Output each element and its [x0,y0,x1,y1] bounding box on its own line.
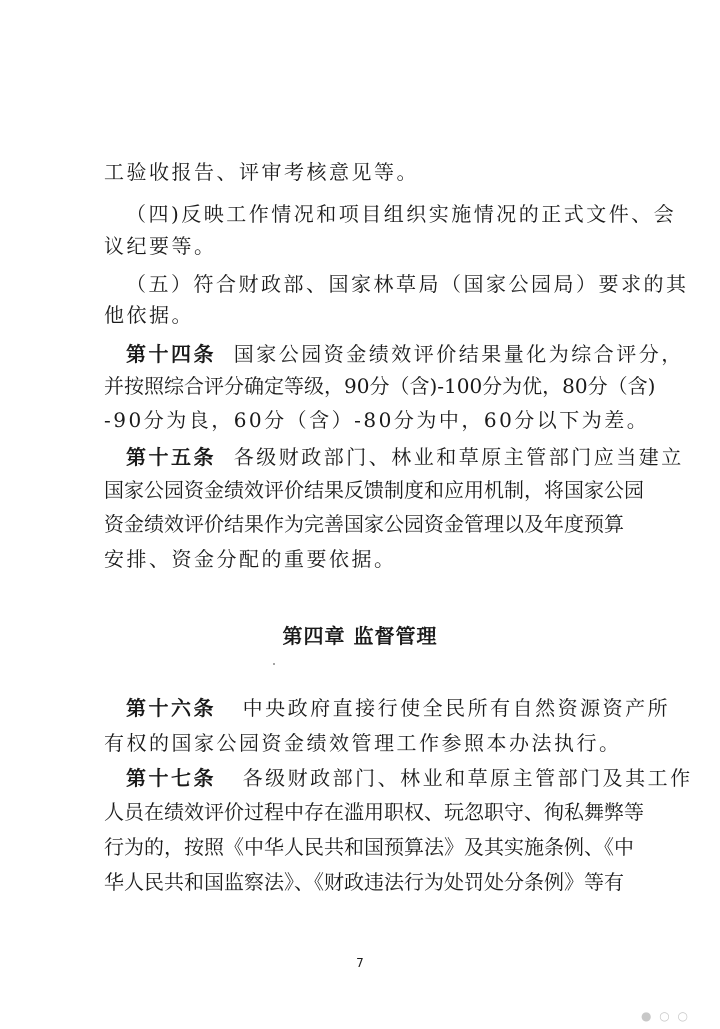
article-15-label: 第十五条 [126,445,216,469]
page-number: 7 [356,956,364,970]
article-14-label: 第十四条 [126,342,216,366]
text-line: （四)反映工作情况和项目组织实施情况的正式文件、会 [126,202,677,226]
text-line: 工验收报告、评审考核意见等。 [104,160,419,184]
article-text: 中央政府直接行使全民所有自然资源资产所 [242,696,671,720]
text-line: 议纪要等。 [104,234,217,258]
text-line: 并按照综合评分确定等级，90分（含)-100分为优，80分（含) [104,374,656,398]
text-line: 国家公园资金绩效评价结果反馈制度和应用机制，将国家公园 [104,478,644,502]
text-line: 他依据。 [104,303,194,327]
text-line: 行为的，按照《中华人民共和国预算法》及其实施条例、《中 [104,835,634,859]
text-line: （五）符合财政部、国家林草局（国家公园局）要求的其 [126,272,689,296]
article-text: 国家公园资金绩效评价结果量化为综合评分， [233,342,684,366]
text-line: 华人民共和国监察法》、《财政违法行为处罚处分条例》等有 [104,870,624,894]
text-line: 资金绩效评价结果作为完善国家公园资金管理以及年度预算 [104,512,624,536]
article-16-label: 第十六条 [126,696,216,720]
article-14-heading-line [126,340,684,368]
text-line: 有权的国家公园资金绩效管理工作参照本办法执行。 [104,731,622,755]
article-15-heading-line [126,443,684,471]
chapter-title: 第四章 监督管理 [282,624,438,648]
article-17-label: 第十七条 [126,766,216,790]
text-line: 人员在绩效评价过程中存在滥用职权、玩忽职守、徇私舞弊等 [104,800,644,824]
article-16-heading-line [126,694,671,722]
article-text: 各级财政部门、林业和草原主管部门应当建立 [233,445,684,469]
text-line: 安排、资金分配的重要依据。 [104,547,397,571]
article-text: 各级财政部门、林业和草原主管部门及其工作 [242,766,693,790]
scan-speck [273,663,275,665]
watermark-icon: ● ○ ○ [640,1009,690,1023]
article-17-heading-line [126,764,693,792]
text-line: -90分为良，60分（含）-80分为中，60分以下为差。 [104,408,650,432]
